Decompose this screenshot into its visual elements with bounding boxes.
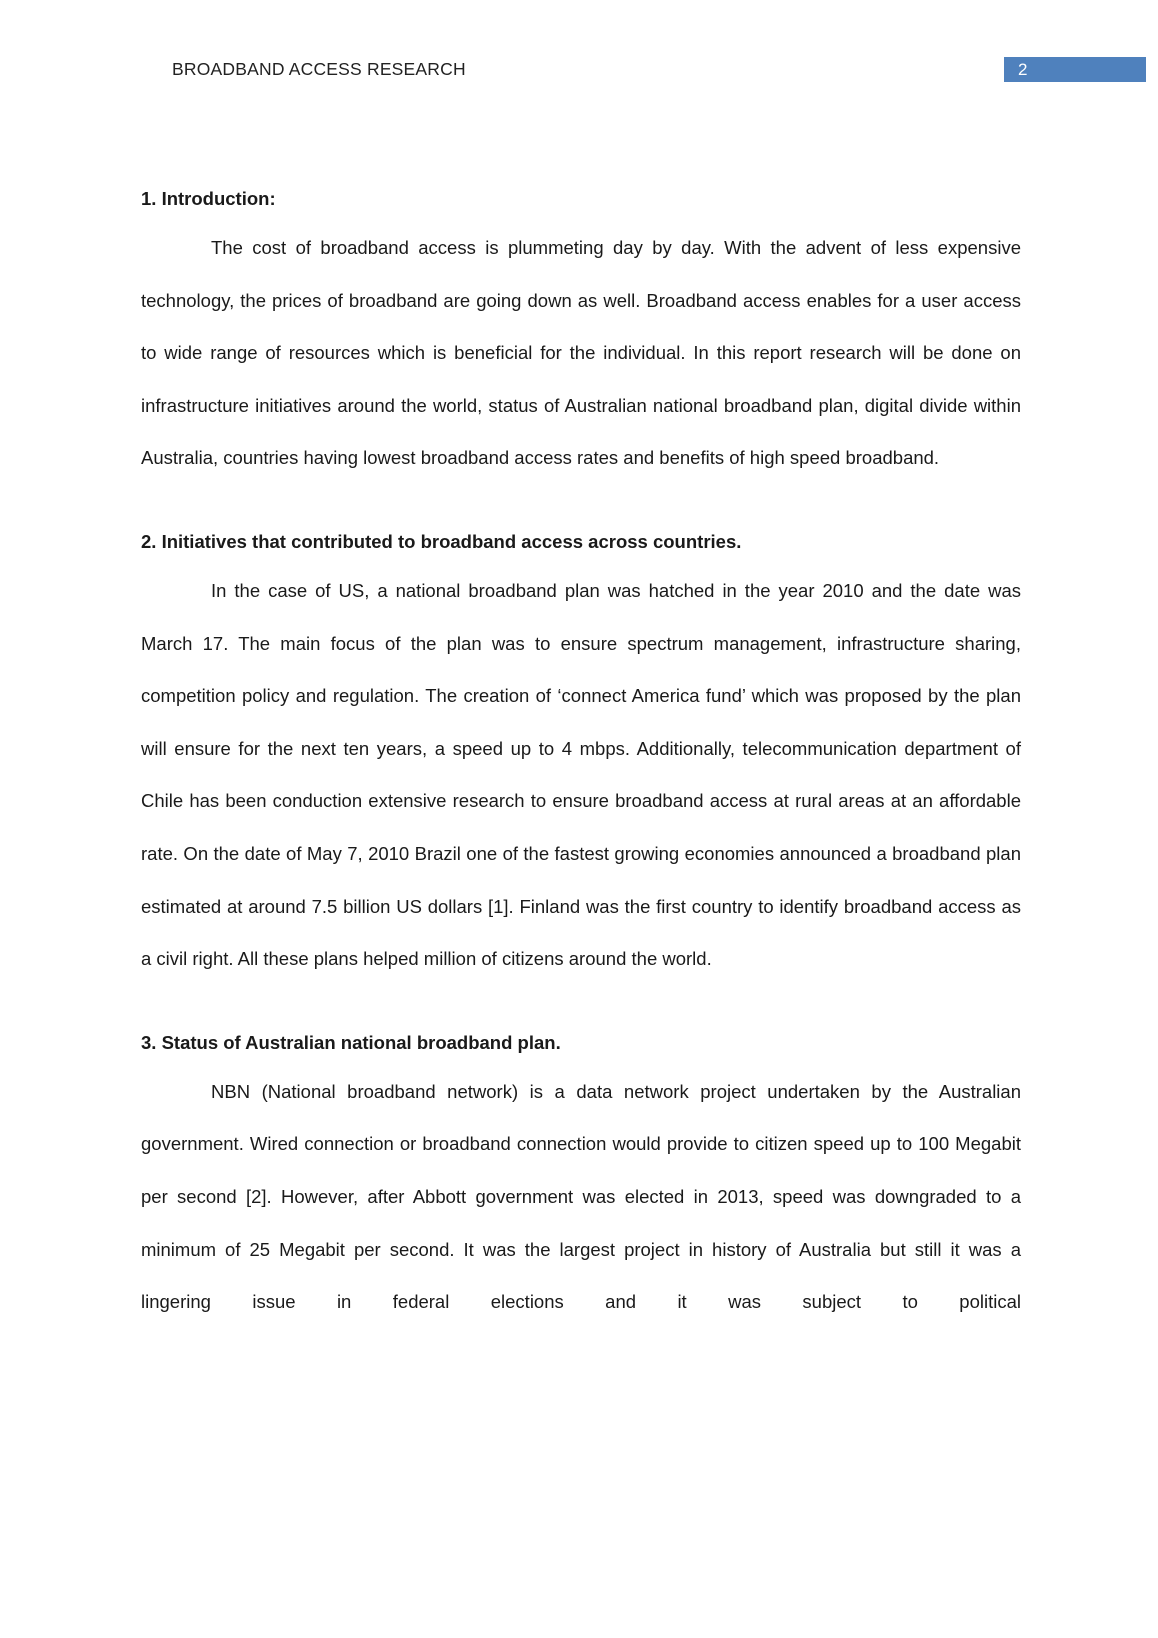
section-initiatives	[141, 527, 1021, 986]
page-number-badge	[1004, 57, 1146, 82]
section-paragraph: The cost of broadband access is plummeting day by day. With the advent of less expensive technology, the prices of broadband are going down as well. Broadband access enables for a user access to wide range of resources which is beneficial for the individual. In this report research will be done on infrastructure initiatives around the world, status of Australian national broadband plan, digital divide within Australia, countries having lowest broadband access rates and benefits of high speed broadband.	[141, 237, 1021, 469]
document-body	[141, 184, 1021, 1329]
section-heading: 2. Initiatives that contributed to broadband access across countries.	[141, 530, 742, 552]
page-number: 2	[1018, 60, 1028, 79]
section-paragraph: NBN (National broadband network) is a data network project undertaken by the Australian government. Wired connection or broadband connection would provide to citizen speed up to 100 Megabit per second [2]. However, after Abbott government was elected in 2013, speed was downgraded to a minimum of 25 Megabit per second. It was the largest project in history of Australia but still it was a lingering issue in federal elections and it was subject to political	[141, 1080, 1021, 1313]
section-heading: 3. Status of Australian national broadband plan.	[141, 1031, 561, 1053]
section-australian-nbn-status	[141, 1028, 1021, 1329]
section-introduction	[141, 184, 1021, 485]
section-paragraph: In the case of US, a national broadband plan was hatched in the year 2010 and the date was March 17. The main focus of the plan was to ensure spectrum management, infrastructure sharing, competition policy and regulation. The creation of ‘connect America fund’ which was proposed by the plan will ensure for the next ten years, a speed up to 4 mbps. Additionally, telecommunication department of Chile has been conduction extensive research to ensure broadband access at rural areas at an affordable rate. On the date of May 7, 2010 Brazil one of the fastest growing economies announced a broadband plan estimated at around 7.5 billion US dollars [1]. Finland was the first country to identify broadband access as a civil right. All these plans helped million of citizens around the world.	[141, 579, 1021, 970]
section-heading: 1. Introduction:	[141, 188, 276, 209]
running-header-title: BROADBAND ACCESS RESEARCH	[172, 59, 466, 79]
